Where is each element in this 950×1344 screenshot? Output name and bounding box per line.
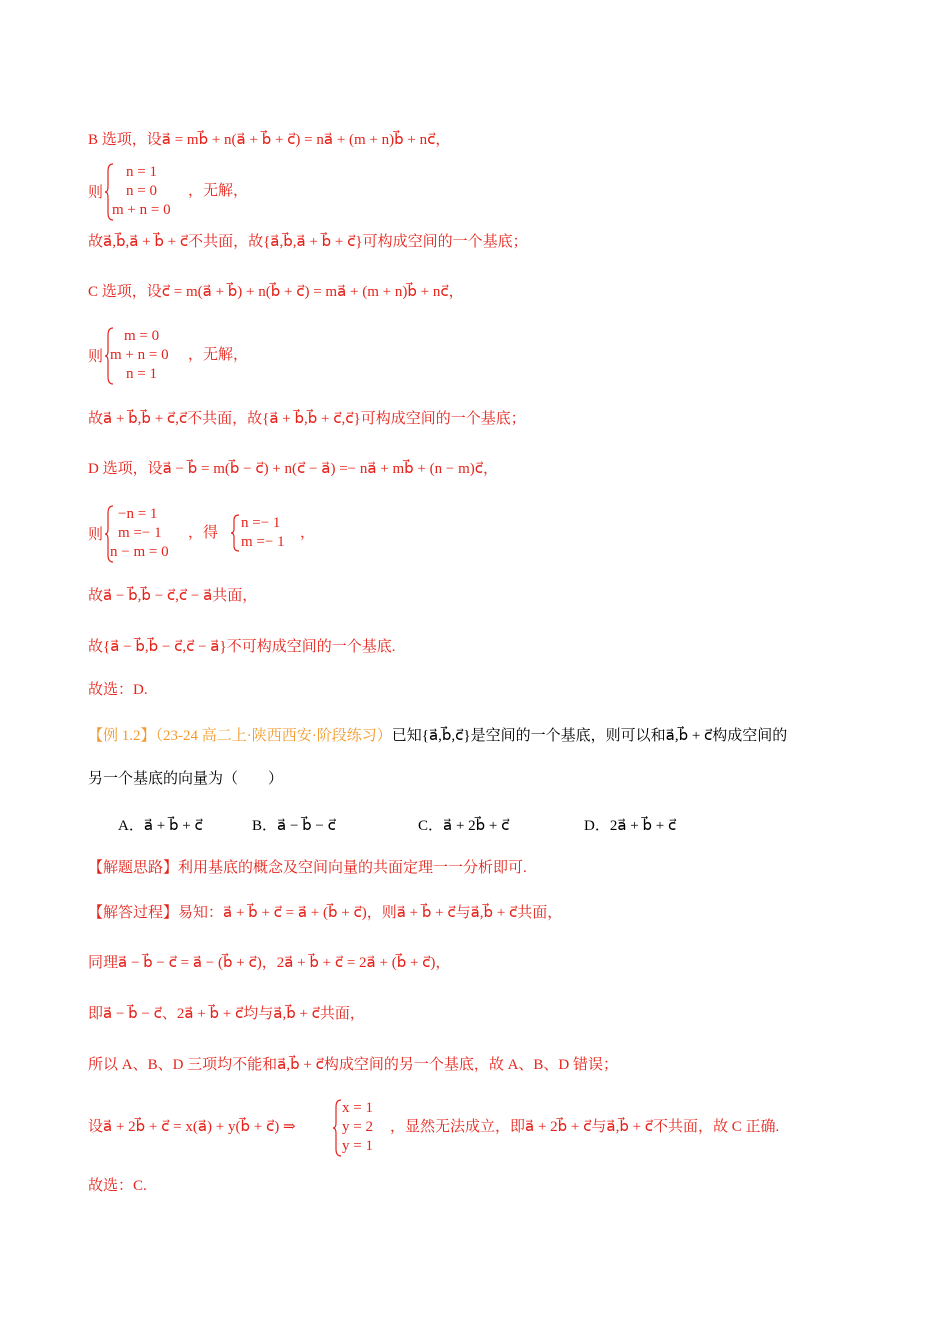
system-row: x = 1 <box>342 1100 373 1116</box>
system-tail: ，显然无法成立，即a⃗ + 2b⃗ + c⃗与a⃗,b⃗ + c⃗不共面，故 C 正确. <box>390 1119 780 1135</box>
example-tag: 【例 1.2】 <box>88 728 156 744</box>
system-de: ，得 <box>188 525 219 541</box>
process-text: 易知：a⃗ + b⃗ + c⃗ = a⃗ + (b⃗ + c⃗)，则a⃗ + b⃗ + c⃗与a⃗,b⃗ + c⃗共面， <box>178 905 563 921</box>
c-conclusion-line: 故a⃗ + b⃗,b⃗ + c⃗,c⃗不共面，故{a⃗ + b⃗,b⃗ + c⃗,c⃗}可构成空间的一个基底； <box>88 411 526 427</box>
system-row: n = 1 <box>126 164 157 180</box>
example-source: （23-24 高二上·陕西西安·阶段练习） <box>155 728 392 744</box>
left-brace-icon <box>332 1099 342 1157</box>
option-a: A．a⃗ + b⃗ + c⃗ <box>118 818 203 834</box>
ze-label: 则 <box>88 349 104 365</box>
d-coplanar-line: 故a⃗ − b⃗,b⃗ − c⃗,c⃗ − a⃗共面， <box>88 588 258 604</box>
system-row: m + n = 0 <box>112 202 171 218</box>
solution-process-line-3: 即a⃗ − b⃗ − c⃗、2a⃗ + b⃗ + c⃗均与a⃗,b⃗ + c⃗共面， <box>88 1006 365 1022</box>
system-row: n − m = 0 <box>110 544 169 560</box>
system-row: n = 0 <box>126 183 157 199</box>
solution-idea-line <box>88 858 527 878</box>
system-row: m =− 1 <box>241 534 285 550</box>
answer-c-line: 故选：C. <box>88 1178 147 1194</box>
d-option-line: D 选项，设a⃗ − b⃗ = m(b⃗ − c⃗) + n(c⃗ − a⃗) =− na⃗ + mb⃗ + (n − m)c⃗， <box>88 461 499 477</box>
system-row: n = 1 <box>126 366 157 382</box>
system-row: m + n = 0 <box>110 347 169 363</box>
option-b: B．a⃗ − b⃗ − c⃗ <box>252 818 336 834</box>
system-row: m = 0 <box>124 328 160 344</box>
d-conclusion-line: 故{a⃗ − b⃗,b⃗ − c⃗,c⃗ − a⃗}不可构成空间的一个基底. <box>88 639 396 655</box>
example-stem-line-2: 另一个基底的向量为（ ） <box>88 771 284 787</box>
ze-label: 则 <box>88 185 104 201</box>
process-equation-system <box>88 1099 868 1159</box>
system-tail: ， <box>300 525 316 541</box>
left-brace-icon <box>230 514 240 552</box>
option-c: C．a⃗ + 2b⃗ + c⃗ <box>418 818 510 834</box>
ze-label: 则 <box>88 527 104 543</box>
c-option-line: C 选项，设c⃗ = m(a⃗ + b⃗) + n(b⃗ + c⃗) = ma⃗ + (m + n)b⃗ + nc⃗， <box>88 284 464 300</box>
system-row: −n = 1 <box>118 506 158 522</box>
answer-d-line: 故选：D. <box>88 682 148 698</box>
system-tail: ，无解， <box>188 183 249 199</box>
idea-text: 利用基底的概念及空间向量的共面定理一一分析即可. <box>178 860 527 876</box>
solution-process-line-4: 所以 A、B、D 三项均不能和a⃗,b⃗ + c⃗构成空间的另一个基底，故 A、B、D 错误； <box>88 1057 619 1073</box>
system-row: n =− 1 <box>241 515 281 531</box>
solution-process-line-1 <box>88 903 562 923</box>
system-row: y = 2 <box>342 1119 373 1135</box>
system-row: y = 1 <box>342 1138 373 1154</box>
example-stem-line <box>88 726 787 746</box>
b-equation-system <box>88 163 348 223</box>
b-conclusion-line: 故a⃗,b⃗,a⃗ + b⃗ + c⃗不共面，故{a⃗,b⃗,a⃗ + b⃗ + c⃗}可构成空间的一个基底； <box>88 234 528 250</box>
b-option-line: B 选项，设a⃗ = mb⃗ + n(a⃗ + b⃗ + c⃗) = na⃗ + (m + n)b⃗ + nc⃗， <box>88 132 451 148</box>
example-stem: 已知{a⃗,b⃗,c⃗}是空间的一个基底，则可以和a⃗,b⃗ + c⃗构成空间的 <box>391 728 788 744</box>
c-equation-system <box>88 327 348 387</box>
d-equation-system <box>88 505 388 565</box>
option-d: D．2a⃗ + b⃗ + c⃗ <box>584 818 677 834</box>
process-tag: 【解答过程】 <box>88 905 179 921</box>
solution-process-line-2: 同理a⃗ − b⃗ − c⃗ = a⃗ − (b⃗ + c⃗)，2a⃗ + b⃗ + c⃗ = 2a⃗ + (b⃗ + c⃗)， <box>88 955 451 971</box>
system-tail: ，无解， <box>188 347 249 363</box>
idea-tag: 【解题思路】 <box>88 860 179 876</box>
system-head: 设a⃗ + 2b⃗ + c⃗ = x(a⃗) + y(b⃗ + c⃗) ⇒ <box>88 1119 296 1135</box>
system-row: m =− 1 <box>118 525 162 541</box>
